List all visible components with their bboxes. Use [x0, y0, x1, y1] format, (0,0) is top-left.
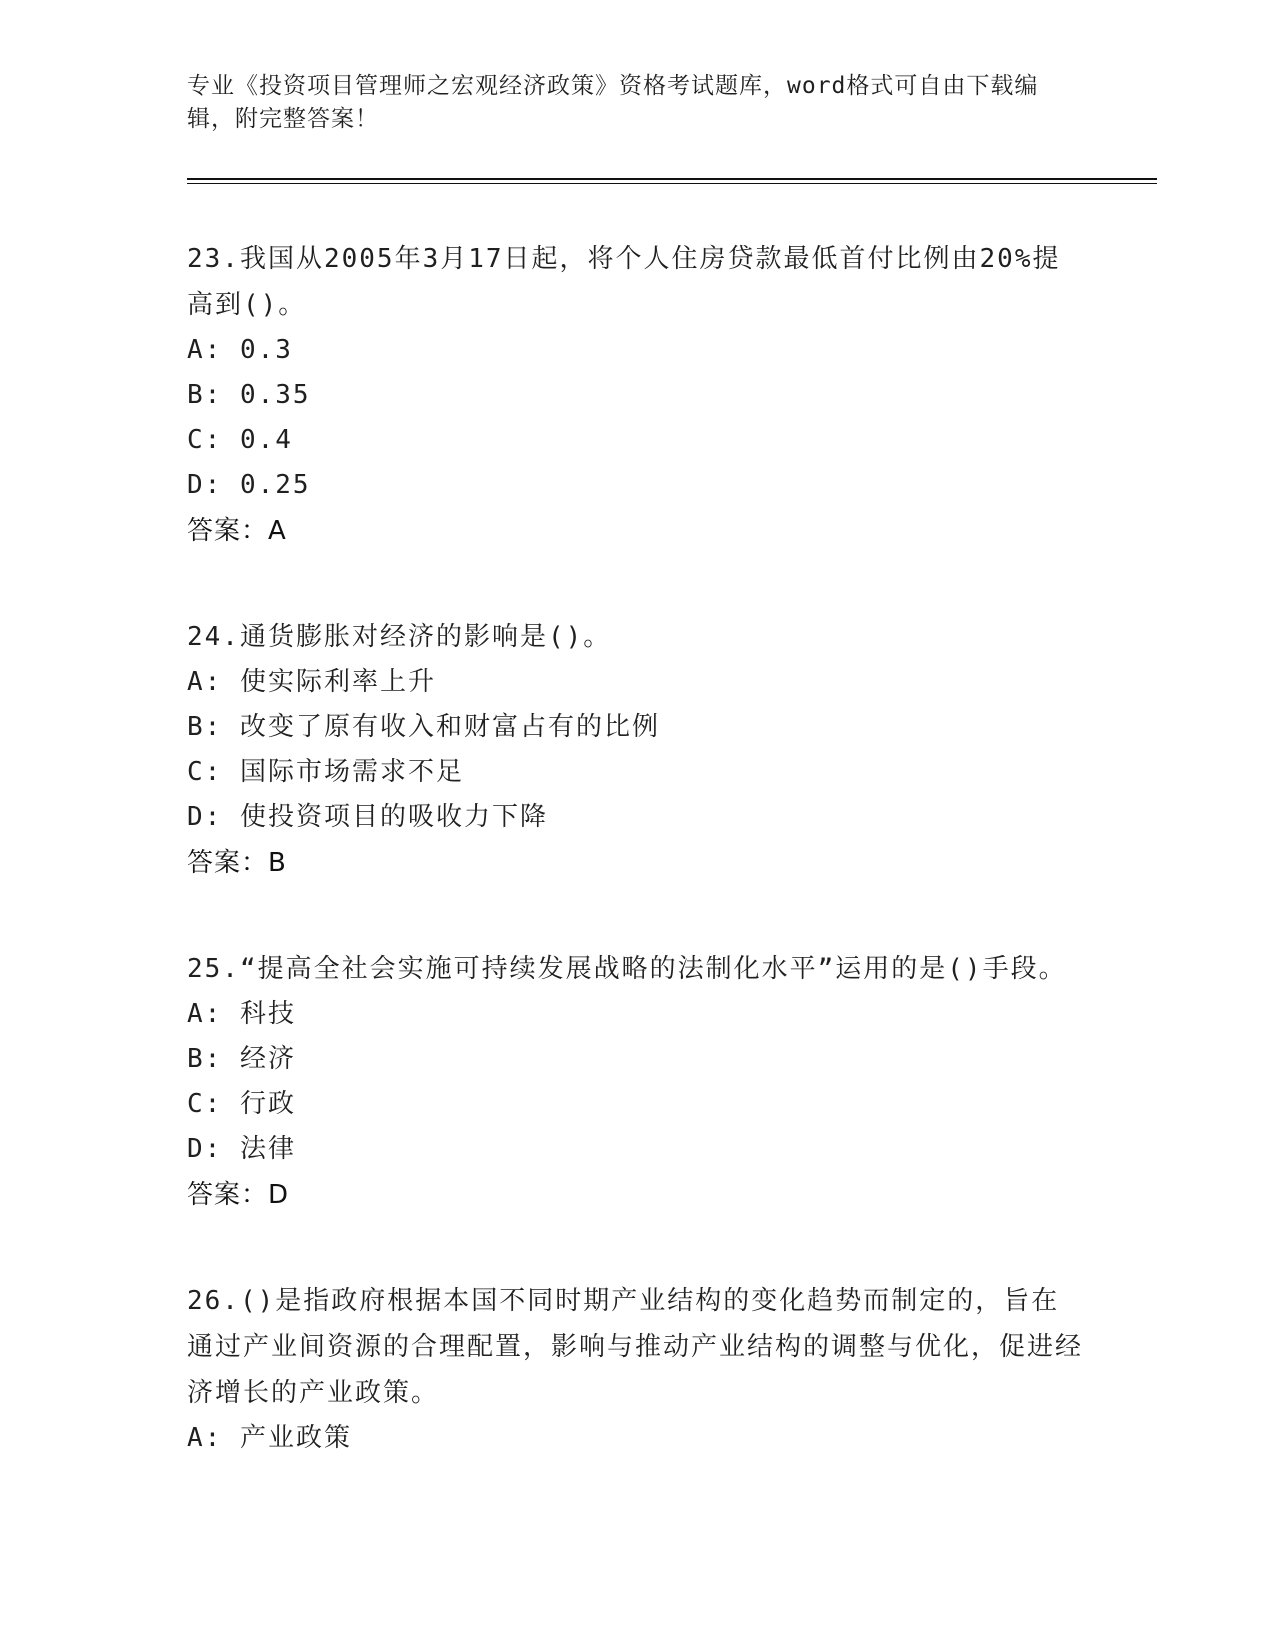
question-stem: 25.“提高全社会实施可持续发展战略的法制化水平”运用的是()手段。 [187, 954, 1067, 984]
answer-line: 答案：B [187, 848, 287, 878]
question-stem: 26.()是指政府根据本国不同时期产业结构的变化趋势而制定的，旨在通过产业间资源的合理配置，影响与推动产业结构的调整与优化，促进经济增长的产业政策。 [187, 1286, 1084, 1408]
question-23 [187, 236, 1087, 554]
question-25 [187, 946, 1087, 1218]
option-c: C: 行政 [187, 1089, 296, 1119]
option-c: C: 国际市场需求不足 [187, 757, 464, 787]
option-b: B: 改变了原有收入和财富占有的比例 [187, 712, 660, 742]
header-divider [187, 178, 1157, 184]
question-26 [187, 1278, 1087, 1461]
question-stem: 24.通货膨胀对经济的影响是()。 [187, 622, 612, 652]
option-a: A: 使实际利率上升 [187, 667, 436, 697]
option-a: A: 0.3 [187, 335, 293, 365]
document-header: 专业《投资项目管理师之宏观经济政策》资格考试题库，word格式可自由下载编辑，附完整答案！ [187, 73, 1039, 132]
option-b: B: 经济 [187, 1044, 296, 1074]
option-c: C: 0.4 [187, 425, 293, 455]
option-d: D: 法律 [187, 1134, 296, 1164]
option-a: A: 产业政策 [187, 1423, 352, 1453]
question-stem: 23.我国从2005年3月17日起，将个人住房贷款最低首付比例由20%提高到()。 [187, 244, 1061, 320]
option-a: A: 科技 [187, 999, 296, 1029]
answer-line: 答案：A [187, 516, 287, 546]
option-d: D: 0.25 [187, 470, 311, 500]
question-24 [187, 614, 1087, 886]
option-b: B: 0.35 [187, 380, 311, 410]
option-d: D: 使投资项目的吸收力下降 [187, 802, 548, 832]
question-list [187, 236, 1087, 1521]
answer-line: 答案：D [187, 1180, 290, 1210]
